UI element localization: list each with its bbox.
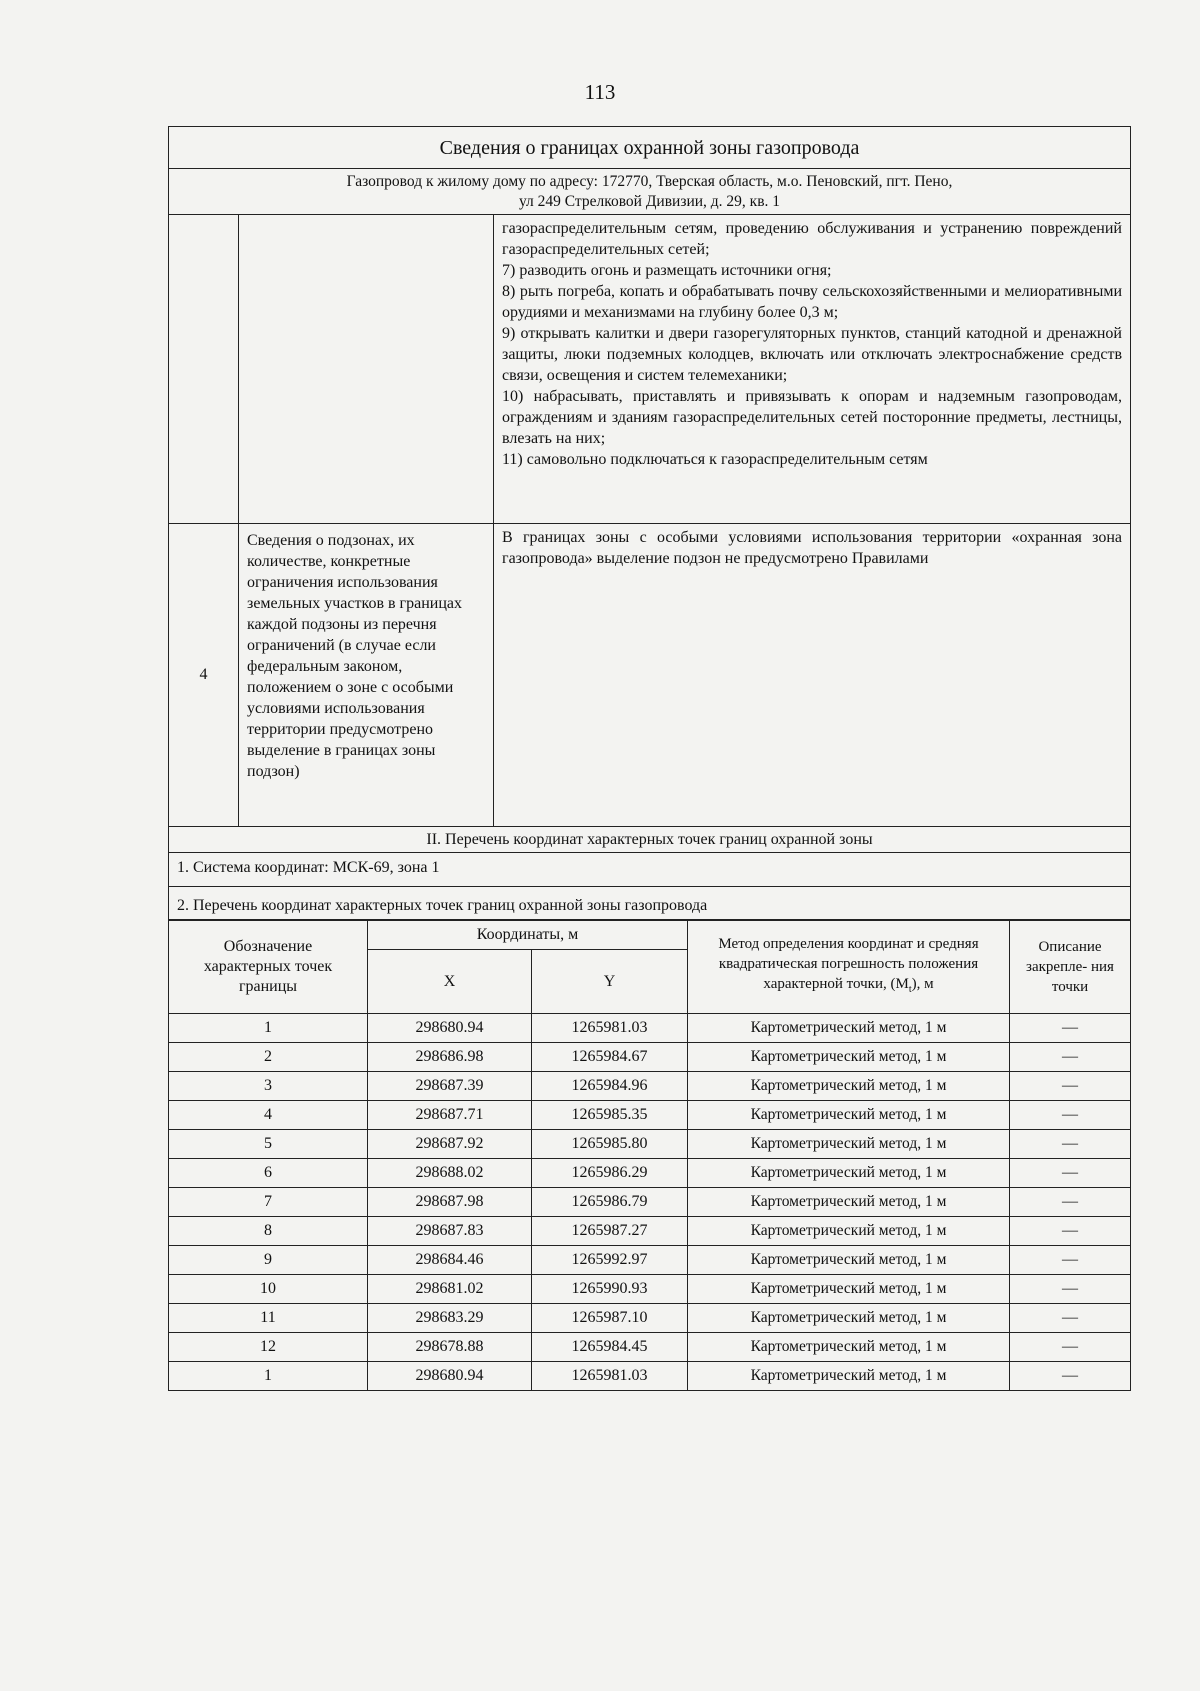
restriction-line: 10) набрасывать, приставлять и привязывать к опорам и надземным газопроводам, ограждениям и зданиям газораспределительных сетей посторонние предметы, лестницы, влезать на них;: [502, 388, 1122, 447]
coord-x: 298688.02: [368, 1159, 532, 1188]
subzones-label: Сведения о подзонах, их количестве, конкретные ограничения использования земельных участков в границах каждой подзоны из перечня ограничений (в случае если федеральным законом, положением о зоне с особыми условиями использования территории предусмотрено выделение в границах зоны подзон): [239, 524, 494, 827]
table-row: [169, 1130, 1131, 1159]
point-number: 4: [169, 1101, 368, 1130]
method: Картометрический метод, 1 м: [688, 1217, 1010, 1246]
subzones-value: В границах зоны с особыми условиями использования территории «охранная зона газопровода» выделение подзон не предусмотрено Правилами: [494, 524, 1131, 827]
coord-x: 298683.29: [368, 1304, 532, 1333]
point-description: —: [1010, 1304, 1131, 1333]
restriction-line: газораспределительным сетям, проведению обслуживания и устранению повреждений газораспределительных сетей;: [502, 220, 1122, 258]
table-row: [169, 1246, 1131, 1275]
address-line-2: ул 249 Стрелковой Дивизии, д. 29, кв. 1: [518, 193, 781, 210]
restrictions-continuation: [494, 215, 1131, 524]
point-number: 2: [169, 1043, 368, 1072]
point-number: 3: [169, 1072, 368, 1101]
page-number: 113: [584, 80, 616, 104]
method: Картометрический метод, 1 м: [688, 1130, 1010, 1159]
point-description: —: [1010, 1043, 1131, 1072]
coord-y: 1265981.03: [532, 1362, 688, 1391]
coord-y: 1265985.80: [532, 1130, 688, 1159]
section-2-title: II. Перечень координат характерных точек границ охранной зоны: [169, 827, 1131, 853]
coord-x: 298681.02: [368, 1275, 532, 1304]
point-description: —: [1010, 1130, 1131, 1159]
header-method-subscript: t: [908, 983, 912, 995]
method: Картометрический метод, 1 м: [688, 1275, 1010, 1304]
method: Картометрический метод, 1 м: [688, 1101, 1010, 1130]
continuation-number-cell: [169, 215, 239, 524]
table-row: [169, 1014, 1131, 1043]
coord-y: 1265987.10: [532, 1304, 688, 1333]
point-number: 5: [169, 1130, 368, 1159]
coord-y: 1265990.93: [532, 1275, 688, 1304]
zone-info-table: [168, 126, 1131, 921]
point-number: 1: [169, 1014, 368, 1043]
coordinates-body: [169, 1014, 1131, 1391]
header-method-text: Метод определения координат и средняя квадратическая погрешность положения характерной точки, (M: [718, 935, 979, 992]
coord-y: 1265984.67: [532, 1043, 688, 1072]
restriction-line: 8) рыть погреба, копать и обрабатывать почву сельскохозяйственными и мелиоративными орудиями и механизмами на глубину более 0,3 м;: [502, 283, 1122, 321]
table-row: [169, 1217, 1131, 1246]
point-number: 6: [169, 1159, 368, 1188]
coord-y: 1265986.29: [532, 1159, 688, 1188]
point-description: —: [1010, 1217, 1131, 1246]
coord-x: 298687.71: [368, 1101, 532, 1130]
address-cell: [169, 169, 1131, 215]
point-number: 7: [169, 1188, 368, 1217]
point-number: 12: [169, 1333, 368, 1362]
coord-y: 1265984.45: [532, 1333, 688, 1362]
table-row: [169, 1101, 1131, 1130]
coordinate-list-title: 2. Перечень координат характерных точек границ охранной зоны газопровода: [169, 887, 1131, 921]
method: Картометрический метод, 1 м: [688, 1304, 1010, 1333]
table-row: [169, 1275, 1131, 1304]
point-description: —: [1010, 1159, 1131, 1188]
document-body: [168, 126, 1131, 1391]
coord-x: 298686.98: [368, 1043, 532, 1072]
header-coordinates: Координаты, м: [368, 920, 688, 950]
coord-y: 1265986.79: [532, 1188, 688, 1217]
header-description: Описание закрепле- ния точки: [1010, 920, 1131, 1014]
method: Картометрический метод, 1 м: [688, 1246, 1010, 1275]
method: Картометрический метод, 1 м: [688, 1072, 1010, 1101]
header-x: X: [368, 950, 532, 1014]
point-description: —: [1010, 1333, 1131, 1362]
table-row: [169, 1333, 1131, 1362]
table-row: [169, 1159, 1131, 1188]
table-row: [169, 1188, 1131, 1217]
point-number: 10: [169, 1275, 368, 1304]
coord-x: 298680.94: [368, 1014, 532, 1043]
point-description: —: [1010, 1101, 1131, 1130]
method: Картометрический метод, 1 м: [688, 1159, 1010, 1188]
coord-y: 1265992.97: [532, 1246, 688, 1275]
point-description: —: [1010, 1188, 1131, 1217]
point-number: 11: [169, 1304, 368, 1333]
table-row: [169, 1362, 1131, 1391]
method: Картометрический метод, 1 м: [688, 1333, 1010, 1362]
continuation-label-cell: [239, 215, 494, 524]
method: Картометрический метод, 1 м: [688, 1043, 1010, 1072]
point-number: 8: [169, 1217, 368, 1246]
table-row: [169, 1304, 1131, 1333]
coordinates-table: [168, 919, 1131, 1391]
row-number: 4: [169, 524, 239, 827]
coord-y: 1265984.96: [532, 1072, 688, 1101]
coord-x: 298687.98: [368, 1188, 532, 1217]
address-line-1: Газопровод к жилому дому по адресу: 172770, Тверская область, м.о. Пеновский, пгт. Пено,: [346, 173, 953, 190]
document-title: Сведения о границах охранной зоны газопровода: [169, 127, 1131, 169]
coord-y: 1265985.35: [532, 1101, 688, 1130]
method: Картометрический метод, 1 м: [688, 1188, 1010, 1217]
point-description: —: [1010, 1275, 1131, 1304]
coord-x: 298687.92: [368, 1130, 532, 1159]
point-description: —: [1010, 1014, 1131, 1043]
coord-x: 298684.46: [368, 1246, 532, 1275]
header-method-tail: ), м: [911, 975, 934, 992]
coord-x: 298687.83: [368, 1217, 532, 1246]
point-description: —: [1010, 1362, 1131, 1391]
point-description: —: [1010, 1072, 1131, 1101]
method: Картометрический метод, 1 м: [688, 1014, 1010, 1043]
header-point: Обозначение характерных точек границы: [169, 920, 368, 1014]
restriction-line: 11) самовольно подключаться к газораспределительным сетям: [502, 451, 928, 468]
coord-y: 1265981.03: [532, 1014, 688, 1043]
coord-y: 1265987.27: [532, 1217, 688, 1246]
restriction-line: 7) разводить огонь и размещать источники огня;: [502, 262, 832, 279]
coordinate-system: 1. Система координат: МСК-69, зона 1: [169, 853, 1131, 887]
method: Картометрический метод, 1 м: [688, 1362, 1010, 1391]
table-row: [169, 1072, 1131, 1101]
header-y: Y: [532, 950, 688, 1014]
coord-x: 298678.88: [368, 1333, 532, 1362]
point-description: —: [1010, 1246, 1131, 1275]
point-number: 1: [169, 1362, 368, 1391]
coord-x: 298687.39: [368, 1072, 532, 1101]
point-number: 9: [169, 1246, 368, 1275]
table-row: [169, 1043, 1131, 1072]
coord-x: 298680.94: [368, 1362, 532, 1391]
header-method: [688, 920, 1010, 1014]
restriction-line: 9) открывать калитки и двери газорегуляторных пунктов, станций катодной и дренажной защиты, люки подземных колодцев, включать или отключать электроснабжение средств связи, освещения и систем телемеханики;: [502, 325, 1122, 384]
